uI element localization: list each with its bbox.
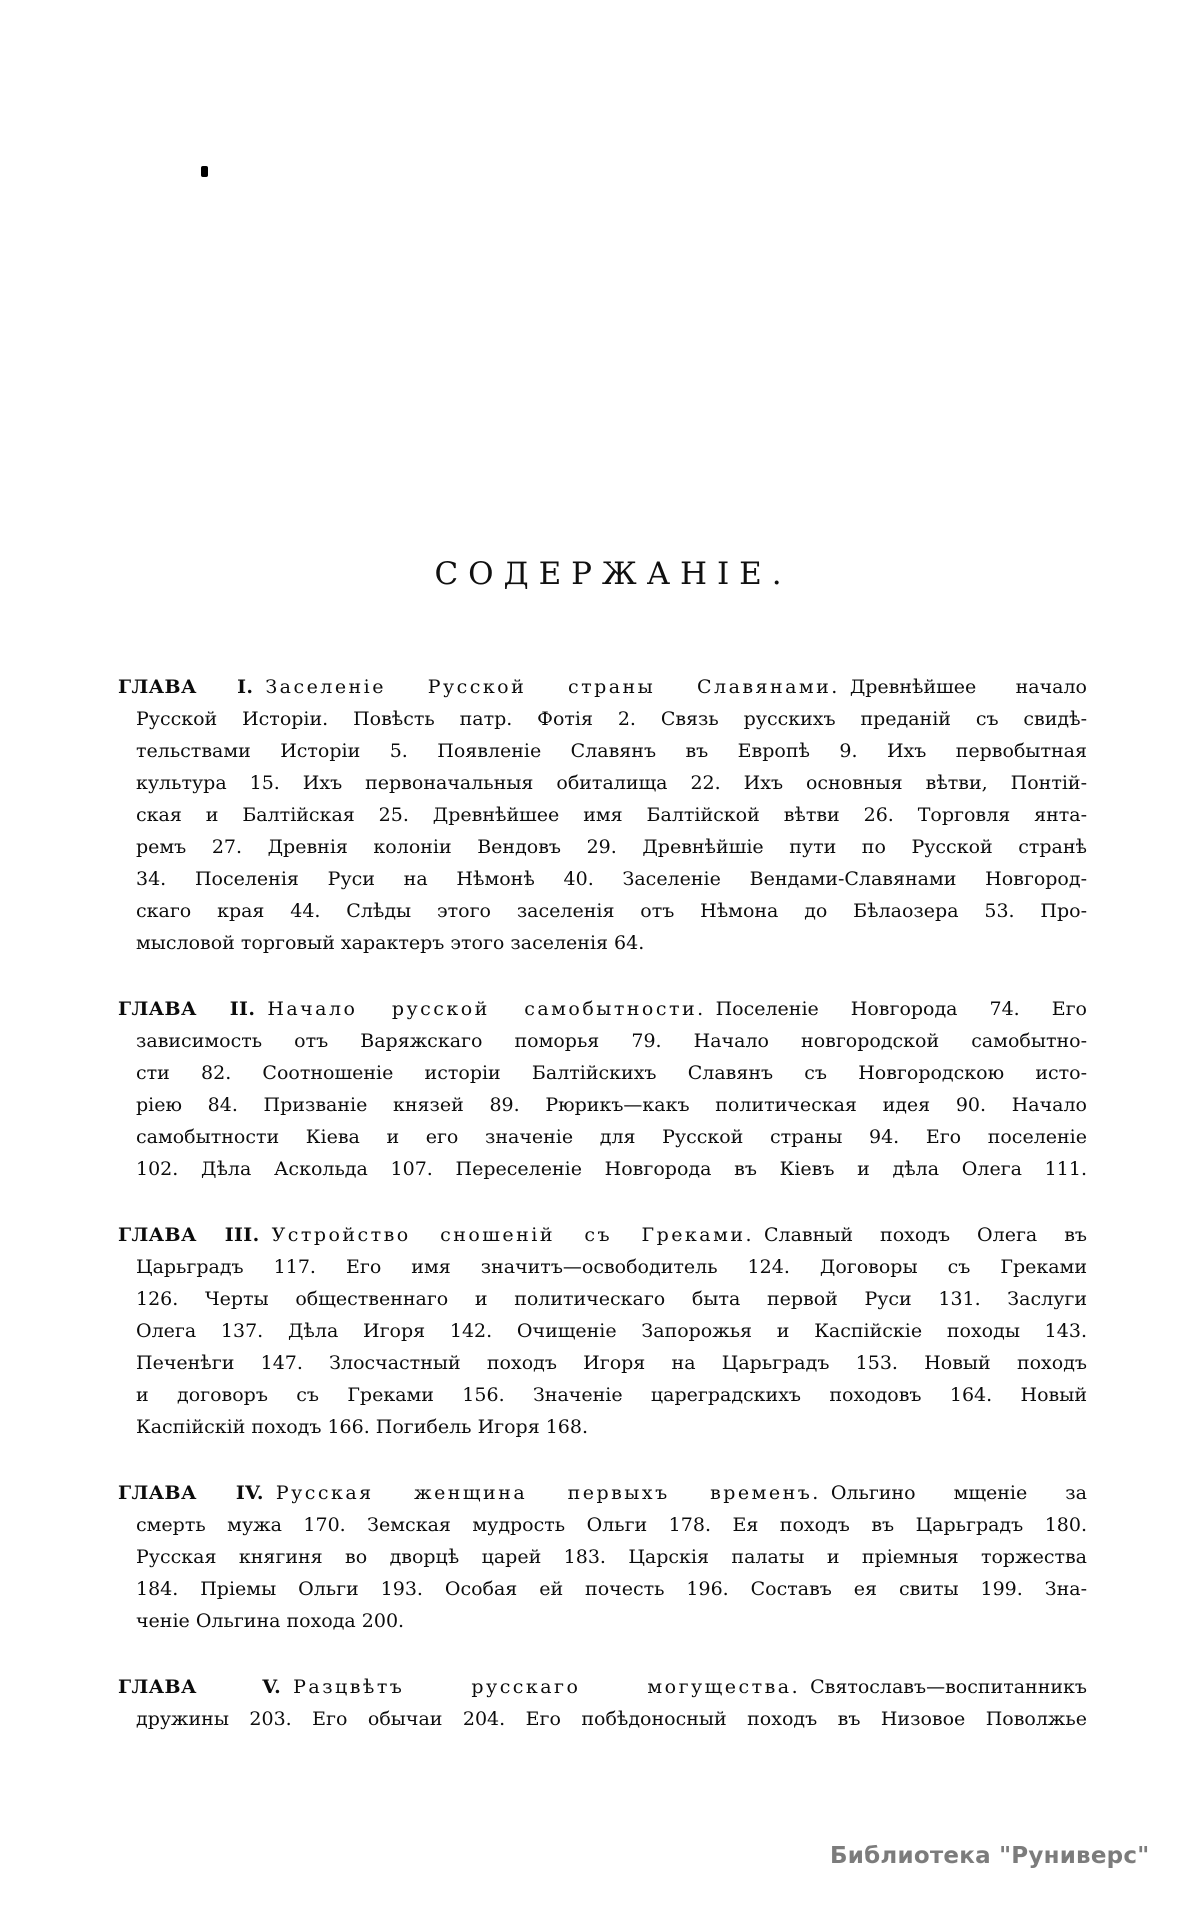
toc-line (118, 671, 1087, 703)
chapter-title: Заселеніе Русской страны Славянами. (265, 676, 840, 698)
chapter-summary-text: Ольгино мщеніе за (830, 1482, 1087, 1504)
toc-line: Царьградъ 117. Его имя значитъ—освободитель 124. Договоры съ Греками (136, 1256, 1087, 1278)
toc-line: и договоръ съ Греками 156. Значеніе цареградскихъ походовъ 164. Новый (136, 1384, 1087, 1406)
chapter-title: Русская женщина первыхъ временъ. (275, 1482, 821, 1504)
toc-line: Печенѣги 147. Злосчастный походъ Игоря на Царьградъ 153. Новый походъ (136, 1352, 1087, 1374)
chapter-label: ГЛАВА IV. (118, 1482, 264, 1504)
chapter-summary-text: Древнѣйшее начало (849, 676, 1087, 698)
chapter-title: Начало русской самобытности. (267, 998, 706, 1020)
toc-line: ріею 84. Призваніе князей 89. Рюрикъ—какъ политическая идея 90. Начало (136, 1094, 1087, 1116)
toc-line: ремъ 27. Древнія колоніи Вендовъ 29. Древнѣйшіе пути по Русской странѣ (136, 836, 1087, 858)
toc-line: зависимость отъ Варяжскаго поморья 79. Начало новгородской самобытно- (136, 1030, 1087, 1052)
chapter-summary-text: Славный походъ Олега въ (763, 1224, 1087, 1246)
toc-line (118, 1477, 1087, 1509)
chapter-entry (118, 1219, 1087, 1443)
toc-line: 34. Поселенія Руси на Нѣмонѣ 40. Заселеніе Вендами-Славянами Новгород- (136, 868, 1087, 890)
table-of-contents (118, 671, 1087, 1769)
chapter-label: ГЛАВА III. (118, 1224, 260, 1246)
chapter-entry (118, 1477, 1087, 1637)
toc-line: культура 15. Ихъ первоначальныя обиталища 22. Ихъ основныя вѣтви, Понтій- (136, 772, 1087, 794)
chapter-label: ГЛАВА V. (118, 1676, 282, 1698)
watermark: Библиотека "Руниверс" (830, 1843, 1150, 1869)
chapter-title: Разцвѣтъ русскаго могущества. (293, 1676, 801, 1698)
toc-line: 126. Черты общественнаго и политическаго быта первой Руси 131. Заслуги (136, 1288, 1087, 1310)
toc-line: смерть мужа 170. Земская мудрость Ольги 178. Ея походъ въ Царьградъ 180. (136, 1514, 1087, 1536)
chapter-summary-text: Святославъ—воспитанникъ (810, 1676, 1087, 1698)
toc-line: скаго края 44. Слѣды этого заселенія отъ Нѣмона до Бѣлаозера 53. Про- (136, 900, 1087, 922)
toc-line: сти 82. Соотношеніе исторіи Балтійскихъ Славянъ съ Новгородскою исто- (136, 1062, 1087, 1084)
toc-line: дружины 203. Его обычаи 204. Его побѣдоносный походъ въ Низовое Поволжье (136, 1708, 1087, 1730)
toc-line: 184. Пріемы Ольги 193. Особая ей почесть 196. Составъ ея свиты 199. Зна- (136, 1578, 1087, 1600)
toc-line: 102. Дѣла Аскольда 107. Переселеніе Новгорода въ Кіевъ и дѣла Олега 111. (136, 1158, 1087, 1180)
toc-line (118, 1671, 1087, 1703)
ink-speck (201, 166, 208, 177)
chapter-entry (118, 993, 1087, 1185)
toc-line: Олега 137. Дѣла Игоря 142. Очищеніе Запорожья и Каспійскіе походы 143. (136, 1320, 1087, 1342)
chapter-entry (118, 671, 1087, 959)
chapter-label: ГЛАВА II. (118, 998, 256, 1020)
toc-line: Русская княгиня во дворцѣ царей 183. Царскія палаты и пріемныя торжества (136, 1546, 1087, 1568)
toc-line (118, 993, 1087, 1025)
page-title: СОДЕРЖАНІЕ. (434, 556, 792, 592)
toc-line: Русской Исторіи. Повѣсть патр. Фотія 2. Связь русскихъ преданій съ свидѣ- (136, 708, 1087, 730)
toc-line: мысловой торговый характеръ этого заселенія 64. (136, 932, 645, 954)
toc-line (118, 1219, 1087, 1251)
chapter-summary-text: Поселеніе Новгорода 74. Его (715, 998, 1087, 1020)
toc-line: ская и Балтійская 25. Древнѣйшее имя Балтійской вѣтви 26. Торговля янта- (136, 804, 1087, 826)
toc-line: Каспійскій походъ 166. Погибель Игоря 168. (136, 1416, 589, 1438)
chapter-label: ГЛАВА I. (118, 676, 254, 698)
toc-line: самобытности Кіева и его значеніе для Русской страны 94. Его поселеніе (136, 1126, 1087, 1148)
chapter-title: Устройство сношеній съ Греками. (271, 1224, 754, 1246)
toc-line: ченіе Ольгина похода 200. (136, 1610, 405, 1632)
chapter-entry (118, 1671, 1087, 1735)
toc-line: тельствами Исторіи 5. Появленіе Славянъ въ Европѣ 9. Ихъ первобытная (136, 740, 1087, 762)
